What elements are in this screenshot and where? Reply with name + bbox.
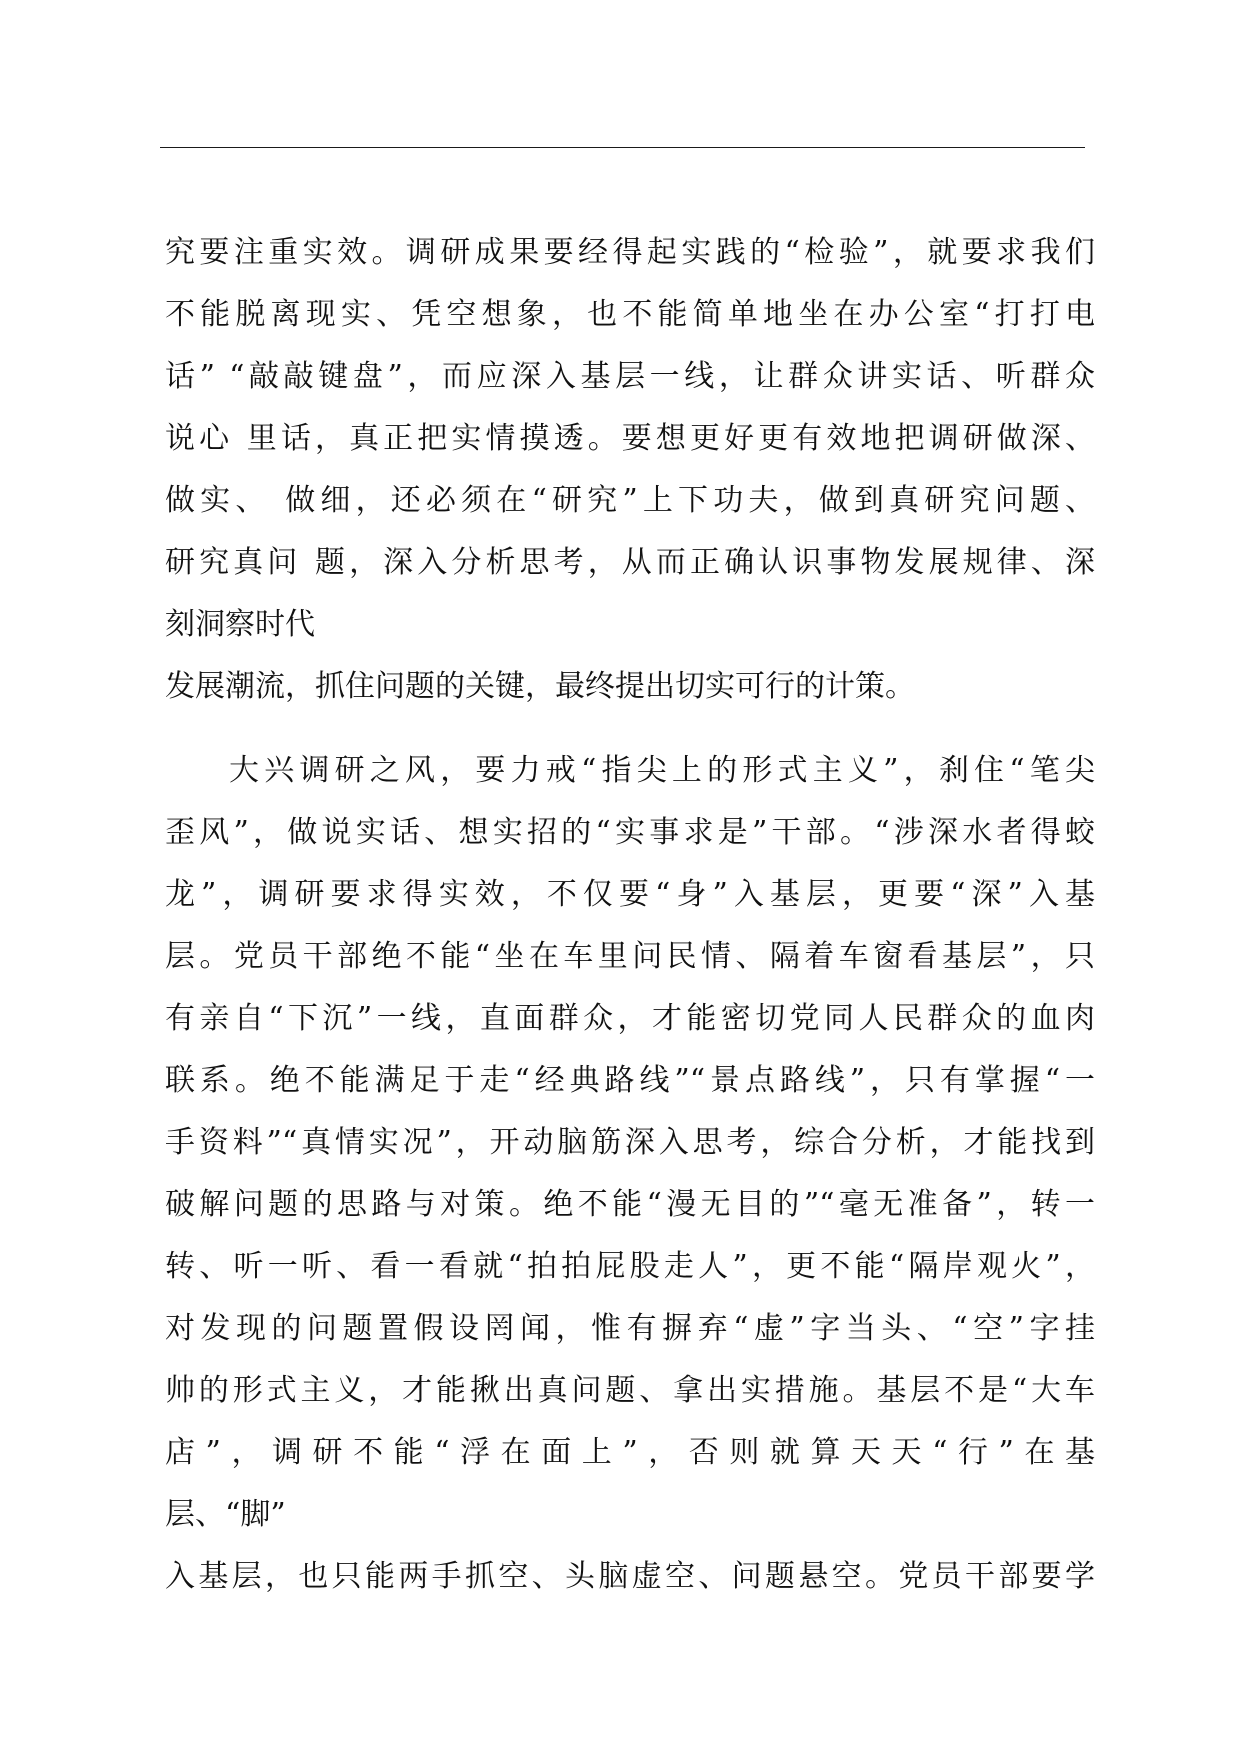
- text-line: 破解问题的思路与对策。绝不能“漫无目的”“毫无准备”，转一: [165, 1187, 1095, 1222]
- text-line: 刻洞察时代: [165, 607, 315, 642]
- text-line: 不能脱离现实、凭空想象，也不能简单地坐在办公室“打打电: [165, 297, 1095, 332]
- text-line: 帅的形式主义，才能揪出真问题、拿出实措施。基层不是“大车: [165, 1373, 1095, 1408]
- text-line: 对发现的问题置假设罔闻，惟有摒弃“虚”字当头、“空”字挂: [165, 1311, 1095, 1346]
- text-line: 做实、 做细，还必须在“研究”上下功夫，做到真研究问题、: [165, 483, 1095, 518]
- paragraph-first-line: 大兴调研之风，要力戒“指尖上的形式主义”，刹住“笔尖: [229, 753, 1095, 788]
- text-line: 研究真问 题，深入分析思考，从而正确认识事物发展规律、深: [165, 545, 1095, 580]
- text-line: 有亲自“下沉”一线，直面群众，才能密切党同人民群众的血肉: [165, 1001, 1095, 1036]
- text-line: 手资料”“真情实况”，开动脑筋深入思考，综合分析，才能找到: [165, 1125, 1095, 1160]
- text-line: 转、听一听、看一看就“拍拍屁股走人”，更不能“隔岸观火”，: [165, 1249, 1095, 1284]
- text-line: 说心 里话，真正把实情摸透。要想更好更有效地把调研做深、: [165, 421, 1095, 456]
- text-line: 层。党员干部绝不能“坐在车里问民情、隔着车窗看基层”，只: [165, 939, 1095, 974]
- paragraph-gap: [165, 718, 1095, 740]
- body-text: [165, 222, 1095, 1608]
- text-line: 究要注重实效。调研成果要经得起实践的“检验”，就要求我们: [165, 235, 1095, 270]
- text-line: 入基层，也只能两手抓空、头脑虚空、问题悬空。党员干部要学: [165, 1559, 1095, 1594]
- text-line: 联系。绝不能满足于走“经典路线”“景点路线”，只有掌握“一: [165, 1063, 1095, 1098]
- text-line: 发展潮流，抓住问题的关键，最终提出切实可行的计策。: [165, 669, 915, 704]
- text-line: 歪风”，做说实话、想实招的“实事求是”干部。“涉深水者得蛟: [165, 815, 1095, 850]
- text-line: 龙”，调研要求得实效，不仅要“身”入基层，更要“深”入基: [165, 877, 1095, 912]
- text-line: 店”，调研不能“浮在面上”，否则就算天天“行”在基: [165, 1435, 1095, 1470]
- header-rule: [160, 147, 1085, 148]
- text-line: 话” “敲敲键盘”，而应深入基层一线，让群众讲实话、听群众: [165, 359, 1095, 394]
- text-line: 层、“脚”: [165, 1497, 286, 1532]
